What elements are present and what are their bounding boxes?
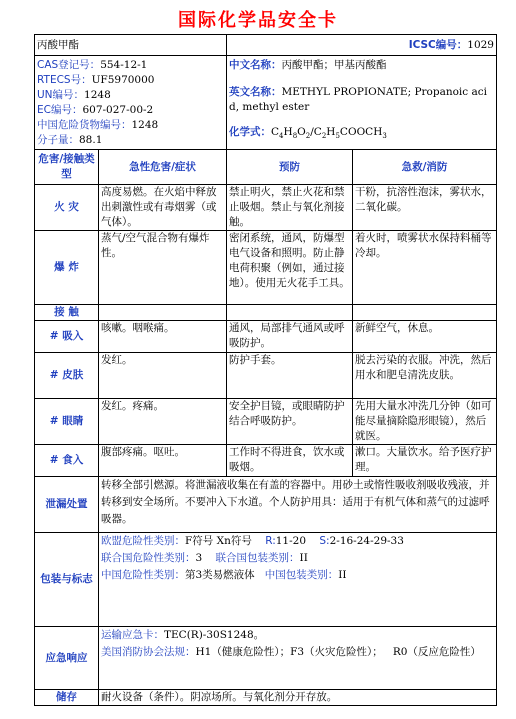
nfpa-reactivity: R0（反应危险性）	[392, 646, 481, 658]
chemical-name-cell	[35, 35, 227, 56]
un-pack: II	[299, 552, 308, 564]
cn-pack-label: 中国包装类别：	[264, 569, 339, 581]
row-contact-acute	[99, 305, 227, 321]
row-ingestion-category: # 食入	[35, 445, 99, 477]
cn-danger-number: 1248	[131, 119, 159, 131]
rtecs-label: RTECS号：	[37, 74, 92, 86]
row-ingestion-acute: 腹部疼痛。呕吐。	[99, 445, 227, 477]
en-name: METHYL PROPIONATE; Propanoic acid, methyl ester	[229, 86, 488, 113]
nfpa-label: 美国消防协会法规：	[101, 646, 196, 658]
header-type: 危害/接触类型	[35, 150, 99, 185]
row-ingestion-prevent: 工作时不得进食，饮水或吸烟。	[227, 445, 353, 477]
emergency-cell	[99, 627, 497, 690]
s-phrases: 2-16-24-29-33	[329, 535, 404, 547]
cn-class-label: 中国危险性类别：	[101, 569, 185, 581]
card-title: 国际化学品安全卡	[178, 10, 338, 31]
row-ingestion-aid: 漱口。大量饮水。给予医疗护理。	[353, 445, 497, 477]
en-name-label: 英文名称：	[229, 86, 282, 98]
row-inhalation-aid: 新鲜空气，休息。	[353, 321, 497, 353]
mw-label: 分子量：	[37, 134, 79, 146]
eu-class: F符号 Xn符号	[185, 535, 252, 547]
r-phrases: 11-20	[275, 535, 307, 547]
formula: $C_4H_8O_2/C_2H_5COOCH_3$	[271, 126, 387, 141]
storage-text: 耐火设备（条件）。阴凉场所。与氧化剂分开存放。	[99, 690, 497, 706]
row-fire-aid: 干粉，抗溶性泡沫，雾状水，二氧化碳。	[353, 185, 497, 231]
row-fire-category: 火 灾	[35, 185, 99, 231]
row-fire-acute: 高度易燃。在火焰中释放出刺激性或有毒烟雾（或气体）。	[99, 185, 227, 231]
row-skin-acute: 发红。	[99, 353, 227, 399]
row-eyes-acute: 发红。疼痛。	[99, 399, 227, 445]
mw-value: 88.1	[79, 134, 103, 146]
chemical-name: 丙酸甲酯	[37, 38, 79, 51]
nfpa-codes: H1（健康危险性）；F3（火灾危险性）；	[195, 646, 383, 658]
transport-card-label: 运输应急卡：	[101, 629, 164, 641]
names-cell	[227, 56, 497, 150]
row-inhalation-prevent: 通风，局部排气通风或呼吸防护。	[227, 321, 353, 353]
pack-cell	[99, 533, 497, 627]
un-class-label: 联合国危险性类别：	[101, 552, 196, 564]
spill-text: 转移全部引燃源。将泄漏液收集在有盖的容器中。用砂土或惰性吸收剂吸收残液，并转移到安全场所。不要冲入下水道。个人防护用具：适用于有机气体和蒸气的过滤呼吸器。	[99, 477, 497, 533]
cn-class: 第3类易燃液体	[185, 569, 255, 581]
row-eyes-aid: 先用大量水冲洗几分钟（如可能尽量摘除隐形眼镜），然后就医。	[353, 399, 497, 445]
icsc-cell	[227, 35, 497, 56]
row-inhalation-category: # 吸入	[35, 321, 99, 353]
row-contact-category: 接 触	[35, 305, 99, 321]
ec-label: EC编号：	[37, 104, 83, 116]
s-label: S:	[319, 535, 330, 547]
cas-label: CAS登记号：	[37, 59, 101, 71]
cn-danger-label: 中国危险货物编号：	[37, 119, 132, 131]
cn-name: 丙酸甲酯；甲基丙酸酯	[281, 59, 387, 71]
icsc-number: 1029	[467, 38, 494, 51]
row-explosion-acute: 蒸气/空气混合物有爆炸性。	[99, 231, 227, 305]
eu-class-label: 欧盟危险性类别：	[101, 535, 185, 547]
pack-category: 包装与标志	[35, 533, 99, 627]
spill-category: 泄漏处置	[35, 477, 99, 533]
header-acute: 急性危害/症状	[99, 150, 227, 185]
un-pack-label: 联合国包装类别：	[215, 552, 300, 564]
row-skin-aid: 脱去污染的衣服。冲洗，然后用水和肥皂清洗皮肤。	[353, 353, 497, 399]
row-explosion-prevent: 密闭系统，通风，防爆型电气设备和照明。防止静电荷积聚（例如，通过接地）。使用无火花手工具。	[227, 231, 353, 305]
row-eyes-prevent: 安全护目镜，或眼睛防护结合呼吸防护。	[227, 399, 353, 445]
row-skin-prevent: 防护手套。	[227, 353, 353, 399]
row-eyes-category: # 眼睛	[35, 399, 99, 445]
icsc-label: ICSC编号：	[408, 38, 468, 51]
un-label: UN编号：	[37, 89, 85, 101]
header-prevent: 预防	[227, 150, 353, 185]
emergency-category: 应急响应	[35, 627, 99, 690]
cn-name-label: 中文名称：	[229, 59, 282, 71]
rtecs-number: UF5970000	[91, 74, 155, 86]
un-class: 3	[195, 552, 203, 564]
header-aid: 急救/消防	[353, 150, 497, 185]
row-contact-aid	[353, 305, 497, 321]
formula-label: 化学式：	[229, 126, 271, 138]
transport-card: TEC(R)-30S1248。	[164, 629, 265, 641]
storage-category: 储存	[35, 690, 99, 706]
row-fire-prevent: 禁止明火，禁止火花和禁止吸烟。禁止与氧化剂接触。	[227, 185, 353, 231]
ec-number: 607-027-00-2	[82, 104, 154, 116]
identifiers-cell	[35, 56, 227, 150]
safety-card-table	[34, 34, 497, 706]
row-skin-category: # 皮肤	[35, 353, 99, 399]
cas-number: 554-12-1	[100, 59, 148, 71]
row-explosion-aid: 着火时，喷雾状水保持料桶等冷却。	[353, 231, 497, 305]
un-number: 1248	[84, 89, 111, 101]
r-label: R:	[265, 535, 276, 547]
cn-pack: II	[338, 569, 347, 581]
row-inhalation-acute: 咳嗽。咽喉痛。	[99, 321, 227, 353]
row-contact-prevent	[227, 305, 353, 321]
row-explosion-category: 爆 炸	[35, 231, 99, 305]
